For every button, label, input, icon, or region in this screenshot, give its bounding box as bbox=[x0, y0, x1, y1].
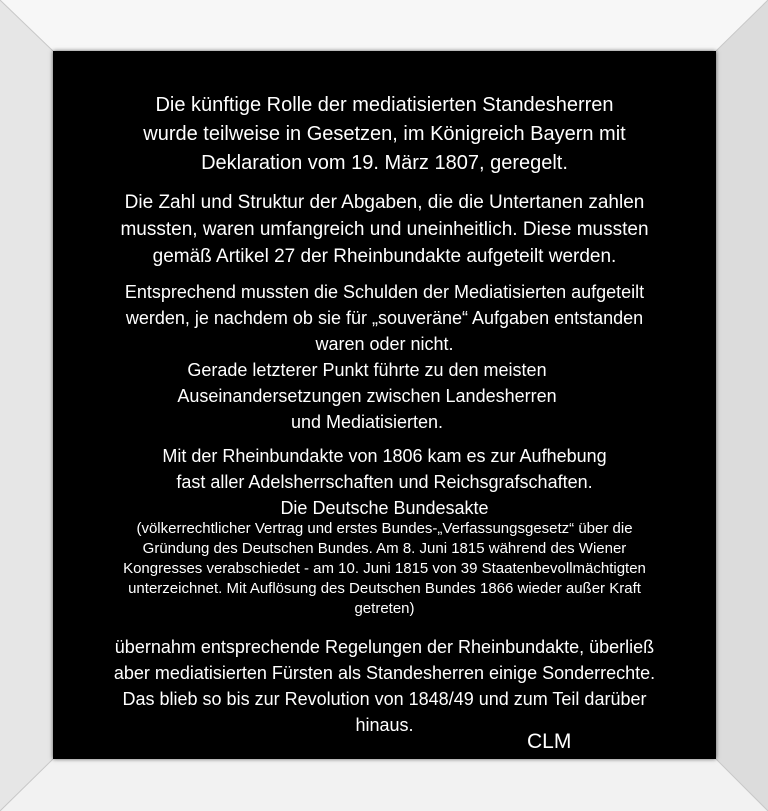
paragraph-deklaration: Die künftige Rolle der mediatisierten Standesherren wurde teilweise in Gesetzen, im Königreich Bayern mit Deklaration vom 19. März 1807, geregelt. bbox=[143, 94, 626, 174]
text-panel bbox=[53, 51, 716, 759]
paragraph-bundesakte-note: (völkerrechtlicher Vertrag und erstes Bundes-„Verfassungsgesetz“ über die Gründung des Deutschen Bundes. Am 8. Juni 1815 während des Wiener Kongresses verabschiedet - am 10. Juni 1815 von 39 Staatenbevollmächtigten unterzeichnet. Mit Auflösung des Deutschen Bundes 1866 wieder außer Kraft getreten) bbox=[123, 520, 646, 617]
paragraph-sonderrechte: übernahm entsprechende Regelungen der Rheinbundakte, überließ aber mediatisierten Fürsten als Standesherren einige Sonderrechte. Das blieb so bis zur Revolution von 1848/49 und zum Teil darüber hinaus. bbox=[113, 637, 656, 735]
paragraph-auseinandersetzungen: Gerade letzterer Punkt führte zu den meisten Auseinandersetzungen zwischen Landesherren und Mediatisierten. bbox=[177, 360, 557, 432]
paragraph-abgaben: Die Zahl und Struktur der Abgaben, die die Untertanen zahlen mussten, waren umfangreich und uneinheitlich. Diese mussten gemäß Artikel 27 der Rheinbundakte aufgeteilt werden. bbox=[120, 192, 649, 267]
paragraph-rheinbundakte: Mit der Rheinbundakte von 1806 kam es zur Aufhebung fast aller Adelsherrschaften und Reichsgrafschaften. Die Deutsche Bundesakte bbox=[162, 446, 607, 518]
paragraph-schulden: Entsprechend mussten die Schulden der Mediatisierten aufgeteilt werden, je nachdem ob sie für „souveräne“ Aufgaben entstanden waren oder nicht. bbox=[124, 282, 645, 354]
signature: CLM bbox=[527, 730, 572, 753]
